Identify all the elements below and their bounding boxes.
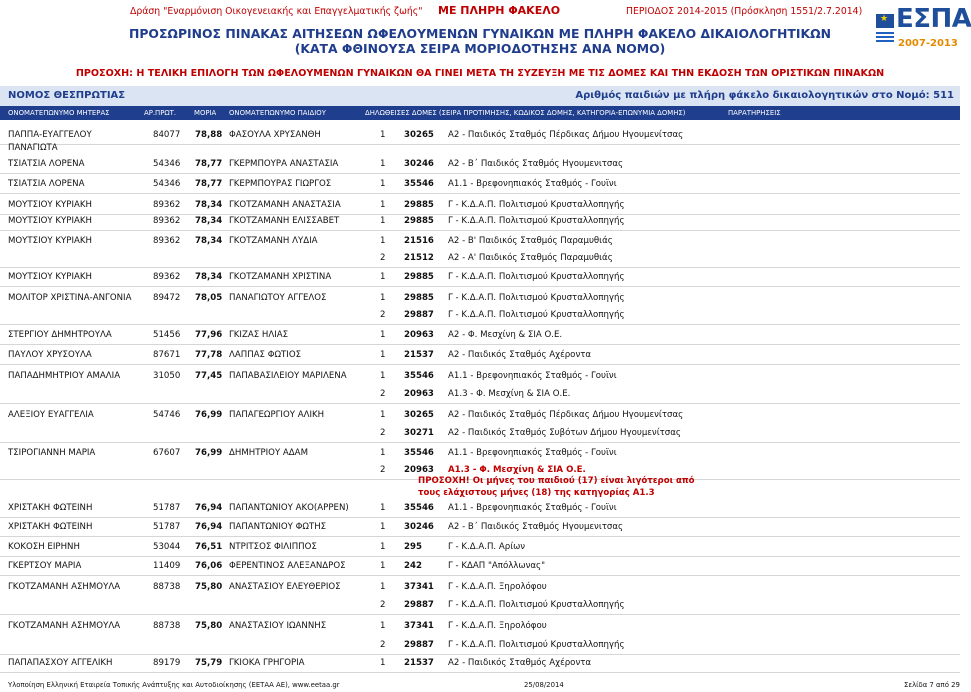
cell-moria: 76,99 <box>195 448 223 458</box>
warning-note-line1: ΠΡΟΣΟΧΗ! Οι μήνες του παιδιού (17) είναι λιγότεροι από <box>418 476 695 486</box>
cell-dom: Α2 - Α' Παιδικός Σταθμός Παραμυθιάς <box>448 253 613 263</box>
cell-dom: Γ - ΚΔΑΠ "Απόλλωνας" <box>448 561 546 571</box>
cell-mother: ΧΡΙΣΤΑΚΗ ΦΩΤΕΙΝΗ <box>8 503 93 513</box>
table-row <box>0 519 960 537</box>
cell-mother: ΓΚΟΤΖΑΜΑΝΗ ΑΣΗΜΟΥΛΑ <box>8 582 121 592</box>
table-row <box>0 500 960 518</box>
cell-child: ΓΚΟΤΖΑΜΑΝΗ ΕΛΙΣΣΑΒΕΤ <box>229 216 340 226</box>
footer-credit: Υλοποίηση Ελληνική Εταιρεία Τοπικής Ανάπτυξης και Αυτοδιοίκησης (ΕΕΤΑΑ ΑΕ), www.eetaa.gr <box>8 681 340 689</box>
cell-dom: Α2 - Φ. Μεσχίνη & ΣΙΑ Ο.Ε. <box>448 330 563 340</box>
header-ap: ΑΡ.ΠΡΩΤ. <box>144 109 177 117</box>
table-row <box>0 368 960 386</box>
cell-ap: 51787 <box>153 522 181 532</box>
top-banner <box>0 0 960 28</box>
cell-ap: 89179 <box>153 658 181 668</box>
footer-date: 25/08/2014 <box>524 681 564 689</box>
cell-dom: Α1.3 - Φ. Μεσχίνη & ΣΙΑ Ο.Ε. <box>448 465 586 475</box>
cell-pri: 2 <box>380 600 386 610</box>
cell-mother: ΠΑΠΑΠΑΣΧΟΥ ΑΓΓΕΛΙΚΗ <box>8 658 113 668</box>
cell-ap: 89362 <box>153 236 181 246</box>
cell-pri: 1 <box>380 350 386 360</box>
table-row <box>0 445 960 463</box>
cell-dom: Α2 - Παιδικός Σταθμός Πέρδικας Δήμου Ηγουμενίτσας <box>448 410 684 420</box>
cell-dom: Α2 - Παιδικός Σταθμός Πέρδικας Δήμου Ηγουμενίτσας <box>448 130 684 140</box>
cell-moria: 76,94 <box>195 522 223 532</box>
program-title: Δράση "Εναρμόνιση Οικογενειακής και Επαγγελματικής ζωής" <box>130 6 423 17</box>
cell-code: 30246 <box>404 159 434 169</box>
table-header <box>0 106 960 120</box>
cell-ap: 89472 <box>153 293 181 303</box>
cell-moria: 78,05 <box>195 293 223 303</box>
cell-moria: 78,88 <box>195 130 223 140</box>
cell-moria: 75,80 <box>195 621 223 631</box>
table-row <box>0 558 960 576</box>
table-row <box>0 637 960 655</box>
cell-code: 29885 <box>404 216 434 226</box>
cell-pri: 1 <box>380 371 386 381</box>
cell-pri: 2 <box>380 389 386 399</box>
cell-mother: ΧΡΙΣΤΑΚΗ ΦΩΤΕΙΝΗ <box>8 522 93 532</box>
table-row <box>0 618 960 636</box>
cell-child: ΔΗΜΗΤΡΙΟΥ ΑΔΑΜ <box>229 448 308 458</box>
table-row <box>0 156 960 174</box>
cell-ap: 54746 <box>153 410 181 420</box>
cell-dom: Α2 - Παιδικός Σταθμός Συβότων Δήμου Ηγουμενίτσας <box>448 428 681 438</box>
cell-moria: 77,45 <box>195 371 223 381</box>
cell-mother: ΠΑΥΛΟΥ ΧΡΥΣΟΥΛΑ <box>8 350 92 360</box>
cell-ap: 53044 <box>153 542 181 552</box>
footer-page: Σελίδα 7 από 29 <box>904 681 960 689</box>
period-label: ΠΕΡΙΟΔΟΣ 2014-2015 (Πρόσκληση 1551/2.7.2014) <box>626 6 863 17</box>
cell-moria: 76,94 <box>195 503 223 513</box>
cell-code: 20963 <box>404 389 434 399</box>
cell-child: ΓΚΕΡΜΠΟΥΡΑ ΑΝΑΣΤΑΣΙΑ <box>229 159 339 169</box>
table-row <box>0 386 960 404</box>
cell-pri: 2 <box>380 310 386 320</box>
cell-dom: Α2 - Β΄ Παιδικός Σταθμός Ηγουμενιτσας <box>448 159 624 169</box>
cell-moria: 78,34 <box>195 236 223 246</box>
cell-moria: 75,79 <box>195 658 223 668</box>
table-row <box>0 597 960 615</box>
cell-mother: ΤΣΙΑΤΣΙΑ ΛΟΡΕΝΑ <box>8 179 85 189</box>
cell-ap: 51787 <box>153 503 181 513</box>
cell-pri: 2 <box>380 428 386 438</box>
table-row <box>0 250 960 268</box>
cell-dom: Α1.1 - Βρεφονηπιακός Σταθμός - Γουϊνι <box>448 503 617 513</box>
cell-ap: 89362 <box>153 272 181 282</box>
cell-mother: ΑΛΕΞΙΟΥ ΕΥΑΓΓΕΛΙΑ <box>8 410 94 420</box>
cell-code: 20963 <box>404 330 434 340</box>
cell-code: 37341 <box>404 621 434 631</box>
cell-mother: ΓΚΟΤΖΑΜΑΝΗ ΑΣΗΜΟΥΛΑ <box>8 621 121 631</box>
cell-dom: Α2 - Παιδικός Σταθμός Αχέροντα <box>448 350 592 360</box>
cell-ap: 51456 <box>153 330 181 340</box>
cell-moria: 77,78 <box>195 350 223 360</box>
cell-ap: 89362 <box>153 216 181 226</box>
prefecture-bar <box>0 86 960 106</box>
cell-pri: 1 <box>380 159 386 169</box>
cell-ap: 84077 <box>153 130 181 140</box>
cell-moria: 78,34 <box>195 272 223 282</box>
cell-pri: 1 <box>380 522 386 532</box>
table-row <box>0 407 960 425</box>
cell-mother: ΤΣΙΡΟΓΙΑΝΝΗ ΜΑΡΙΑ <box>8 448 96 458</box>
cell-dom: Α1.3 - Φ. Μεσχίνη & ΣΙΑ Ο.Ε. <box>448 389 571 399</box>
cell-child: ΓΚΟΤΖΑΜΑΝΗ ΛΥΔΙΑ <box>229 236 318 246</box>
cell-dom: Γ - Κ.Δ.Α.Π. Πολιτισμού Κρυσταλλοπηγής <box>448 310 625 320</box>
cell-code: 29887 <box>404 640 434 650</box>
cell-ap: 88738 <box>153 621 181 631</box>
warning-banner: ΠΡΟΣΟΧΗ: Η ΤΕΛΙΚΗ ΕΠΙΛΟΓΗ ΤΩΝ ΩΦΕΛΟΥΜΕΝΩΝ ΓΥΝΑΙΚΩΝ ΘΑ ΓΙΝΕΙ ΜΕΤΑ ΤΗ ΣΥΖΕΥΞΗ ΜΕ ΤΙΣ ΔΟΜΕΣ ΚΑΙ ΤΗΝ ΕΚΔΟΣΗ ΤΩΝ ΟΡΙΣΤΙΚΩΝ ΠΙΝΑΚΩΝ <box>75 68 885 79</box>
cell-pri: 1 <box>380 621 386 631</box>
cell-code: 35546 <box>404 179 434 189</box>
cell-moria: 78,77 <box>195 159 223 169</box>
cell-pri: 2 <box>380 640 386 650</box>
cell-child: ΠΑΠΑΝΤΩΝΙΟΥ ΑΚΟ(ΑΡΡΕΝ) <box>229 503 349 513</box>
table-row <box>0 579 960 597</box>
cell-pri: 1 <box>380 330 386 340</box>
cell-child: ΠΑΠΑΓΕΩΡΓΙΟΥ ΑΛΙΚΗ <box>229 410 325 420</box>
cell-mother: ΜΟΛΙΤΟΡ ΧΡΙΣΤΙΝΑ-ΑΝΓΟΝΙΑ <box>8 293 132 303</box>
cell-dom: Γ - Κ.Δ.Α.Π. Πολιτισμού Κρυσταλλοπηγής <box>448 200 625 210</box>
cell-code: 37341 <box>404 582 434 592</box>
header-remarks: ΠΑΡΑΤΗΡΗΣΕΙΣ <box>728 109 781 117</box>
cell-child: ΠΑΠΑΝΤΩΝΙΟΥ ΦΩΤΗΣ <box>229 522 327 532</box>
cell-child: ΦΕΡΕΝΤΙΝΟΣ ΑΛΕΞΑΝΔΡΟΣ <box>229 561 346 571</box>
cell-child: ΓΚΟΤΖΑΜΑΝΗ ΧΡΙΣΤΙΝΑ <box>229 272 332 282</box>
cell-pri: 1 <box>380 448 386 458</box>
cell-pri: 1 <box>380 130 386 140</box>
page-subtitle: (ΚΑΤΑ ΦΘΙΝΟΥΣΑ ΣΕΙΡΑ ΜΟΡΙΟΔΟΤΗΣΗΣ ΑΝΑ ΝΟΜΟ) <box>294 41 666 56</box>
cell-child: ΛΑΠΠΑΣ ΦΩΤΙΟΣ <box>229 350 302 360</box>
cell-child: ΑΝΑΣΤΑΣΙΟΥ ΕΛΕΥΘΕΡΙΟΣ <box>229 582 341 592</box>
cell-pri: 1 <box>380 561 386 571</box>
cell-pri: 1 <box>380 216 386 226</box>
cell-mother: ΜΟΥΤΣΙΟΥ ΚΥΡΙΑΚΗ <box>8 200 92 210</box>
cell-code: 21512 <box>404 253 434 263</box>
cell-pri: 1 <box>380 658 386 668</box>
cell-dom: Γ - Κ.Δ.Α.Π. Ξηρολόφου <box>448 621 547 631</box>
cell-child: ΓΚΙΖΑΣ ΗΛΙΑΣ <box>229 330 289 340</box>
cell-child: ΓΚΟΤΖΑΜΑΝΗ ΑΝΑΣΤΑΣΙΑ <box>229 200 341 210</box>
cell-dom: Γ - Κ.Δ.Α.Π. Αρίων <box>448 542 526 552</box>
cell-code: 20963 <box>404 465 434 475</box>
footer <box>0 678 960 692</box>
cell-pri: 1 <box>380 293 386 303</box>
cell-child: ΦΑΣΟΥΛΑ ΧΡΥΣΑΝΘΗ <box>229 130 321 140</box>
cell-code: 242 <box>404 561 422 571</box>
cell-dom: Γ - Κ.Δ.Α.Π. Πολιτισμού Κρυσταλλοπηγής <box>448 293 625 303</box>
cell-pri: 2 <box>380 253 386 263</box>
cell-dom: Α1.1 - Βρεφονηπιακός Σταθμός - Γουϊνι <box>448 448 617 458</box>
cell-mother: ΠΑΠΠΑ-ΕΥΑΓΓΕΛΟΥ <box>8 130 92 140</box>
cell-ap: 89362 <box>153 200 181 210</box>
cell-ap: 31050 <box>153 371 181 381</box>
cell-code: 35546 <box>404 448 434 458</box>
cell-pri: 1 <box>380 272 386 282</box>
cell-code: 30265 <box>404 410 434 420</box>
cell-mother: ΜΟΥΤΣΙΟΥ ΚΥΡΙΑΚΗ <box>8 216 92 226</box>
table-row <box>0 176 960 194</box>
cell-ap: 54346 <box>153 159 181 169</box>
cell-pri: 1 <box>380 236 386 246</box>
cell-child: ΠΑΝΑΓΙΩΤΟΥ ΑΓΓΕΛΟΣ <box>229 293 327 303</box>
cell-code: 21537 <box>404 350 434 360</box>
cell-moria: 76,06 <box>195 561 223 571</box>
table-row <box>0 233 960 251</box>
cell-child: ΝΤΡΙΤΣΟΣ ΦΙΛΙΠΠΟΣ <box>229 542 317 552</box>
cell-dom: Α2 - Β' Παιδικός Σταθμός Παραμυθιάς <box>448 236 613 246</box>
cell-code: 29885 <box>404 272 434 282</box>
cell-mother: ΤΣΙΑΤΣΙΑ ΛΟΡΕΝΑ <box>8 159 85 169</box>
cell-moria: 76,51 <box>195 542 223 552</box>
table-row <box>0 539 960 557</box>
cell-moria: 77,96 <box>195 330 223 340</box>
header-mother: ΟΝΟΜΑΤΕΠΩΝΥΜΟ ΜΗΤΕΡΑΣ <box>8 109 110 117</box>
cell-ap: 87671 <box>153 350 181 360</box>
cell-dom: Α1.1 - Βρεφονηπιακός Σταθμός - Γουϊνι <box>448 179 617 189</box>
cell-mother: ΠΑΝΑΓΙΩΤΑ <box>8 143 58 153</box>
cell-code: 21537 <box>404 658 434 668</box>
cell-dom: Α2 - Β΄ Παιδικός Σταθμός Ηγουμενιτσας <box>448 522 624 532</box>
prefecture-name: ΝΟΜΟΣ ΘΕΣΠΡΩΤΙΑΣ <box>8 90 126 101</box>
cell-child: ΠΑΠΑΒΑΣΙΛΕΙΟΥ ΜΑΡΙΛΕΝΑ <box>229 371 347 381</box>
table-row <box>0 425 960 443</box>
cell-mother: ΣΤΕΡΓΙΟΥ ΔΗΜΗΤΡΟΥΛΑ <box>8 330 112 340</box>
children-count: Αριθμός παιδιών με πλήρη φάκελο δικαιολογητικών στο Νομό: 511 <box>575 90 954 101</box>
cell-pri: 1 <box>380 582 386 592</box>
cell-code: 29887 <box>404 310 434 320</box>
cell-code: 29887 <box>404 600 434 610</box>
page-title: ΠΡΟΣΩΡΙΝΟΣ ΠΙΝΑΚΑΣ ΑΙΤΗΣΕΩΝ ΩΦΕΛΟΥΜΕΝΩΝ ΓΥΝΑΙΚΩΝ ΜΕ ΠΛΗΡΗ ΦΑΚΕΛΟ ΔΙΚΑΙΟΛΟΓΗΤΙΚΩΝ <box>128 26 831 41</box>
cell-pri: 1 <box>380 200 386 210</box>
cell-pri: 2 <box>380 465 386 475</box>
cell-dom: Γ - Κ.Δ.Α.Π. Πολιτισμού Κρυσταλλοπηγής <box>448 640 625 650</box>
cell-code: 30246 <box>404 522 434 532</box>
cell-dom: Γ - Κ.Δ.Α.Π. Ξηρολόφου <box>448 582 547 592</box>
cell-moria: 78,34 <box>195 200 223 210</box>
cell-mother: ΜΟΥΤΣΙΟΥ ΚΥΡΙΑΚΗ <box>8 272 92 282</box>
full-file-label: ΜΕ ΠΛΗΡΗ ΦΑΚΕΛΟ <box>438 4 561 17</box>
cell-code: 30265 <box>404 130 434 140</box>
cell-mother: ΚΟΚΟΣΗ ΕΙΡΗΝΗ <box>8 542 80 552</box>
header-moria: ΜΟΡΙΑ <box>194 109 217 117</box>
cell-code: 30271 <box>404 428 434 438</box>
table-row <box>0 307 960 325</box>
cell-code: 29885 <box>404 200 434 210</box>
cell-pri: 1 <box>380 410 386 420</box>
cell-mother: ΜΟΥΤΣΙΟΥ ΚΥΡΙΑΚΗ <box>8 236 92 246</box>
cell-moria: 78,77 <box>195 179 223 189</box>
cell-mother: ΓΚΕΡΤΣΟΥ ΜΑΡΙΑ <box>8 561 82 571</box>
warning-note-line2: τους ελάχιστους μήνες (18) της κατηγορίας Α1.3 <box>418 488 655 498</box>
cell-moria: 75,80 <box>195 582 223 592</box>
cell-moria: 76,99 <box>195 410 223 420</box>
table-row <box>0 269 960 287</box>
cell-code: 35546 <box>404 503 434 513</box>
table-row <box>0 347 960 365</box>
cell-ap: 67607 <box>153 448 181 458</box>
cell-child: ΓΚΙΟΚΑ ΓΡΗΓΟΡΙΑ <box>229 658 305 668</box>
cell-dom: Γ - Κ.Δ.Α.Π. Πολιτισμού Κρυσταλλοπηγής <box>448 272 625 282</box>
cell-child: ΑΝΑΣΤΑΣΙΟΥ ΙΩΑΝΝΗΣ <box>229 621 327 631</box>
table-row <box>0 290 960 308</box>
table-row <box>0 655 960 673</box>
cell-moria: 78,34 <box>195 216 223 226</box>
cell-child: ΓΚΕΡΜΠΟΥΡΑΣ ΓΙΩΡΓΟΣ <box>229 179 332 189</box>
cell-dom: Γ - Κ.Δ.Α.Π. Πολιτισμού Κρυσταλλοπηγής <box>448 600 625 610</box>
table-row <box>0 213 960 231</box>
cell-pri: 1 <box>380 542 386 552</box>
logo-years: 2007-2013 <box>898 38 958 49</box>
cell-ap: 54346 <box>153 179 181 189</box>
cell-code: 35546 <box>404 371 434 381</box>
table-row <box>0 327 960 345</box>
cell-code: 29885 <box>404 293 434 303</box>
header-domes: ΔΗΛΩΘΕΙΣΕΣ ΔΟΜΕΣ (ΣΕΙΡΑ ΠΡΟΤΙΜΗΣΗΣ, ΚΩΔΙΚΟΣ ΔΟΜΗΣ, ΚΑΤΗΓΟΡΙΑ-ΕΠΩΝΥΜΙΑ ΔΟΜΗΣ) <box>365 109 686 117</box>
cell-dom: Γ - Κ.Δ.Α.Π. Πολιτισμού Κρυσταλλοπηγής <box>448 216 625 226</box>
logo-word: ΕΣΠΑ <box>896 4 971 34</box>
cell-pri: 1 <box>380 179 386 189</box>
cell-pri: 1 <box>380 503 386 513</box>
cell-dom: Α1.1 - Βρεφονηπιακός Σταθμός - Γουϊνι <box>448 371 617 381</box>
cell-mother: ΠΑΠΑΔΗΜΗΤΡΙΟΥ ΑΜΑΛΙΑ <box>8 371 121 381</box>
cell-dom: Α2 - Παιδικός Σταθμός Αχέροντα <box>448 658 592 668</box>
cell-ap: 11409 <box>153 561 181 571</box>
header-child: ΟΝΟΜΑΤΕΠΩΝΥΜΟ ΠΑΙΔΙΟΥ <box>229 109 326 117</box>
cell-ap: 88738 <box>153 582 181 592</box>
cell-code: 21516 <box>404 236 434 246</box>
cell-code: 295 <box>404 542 422 552</box>
